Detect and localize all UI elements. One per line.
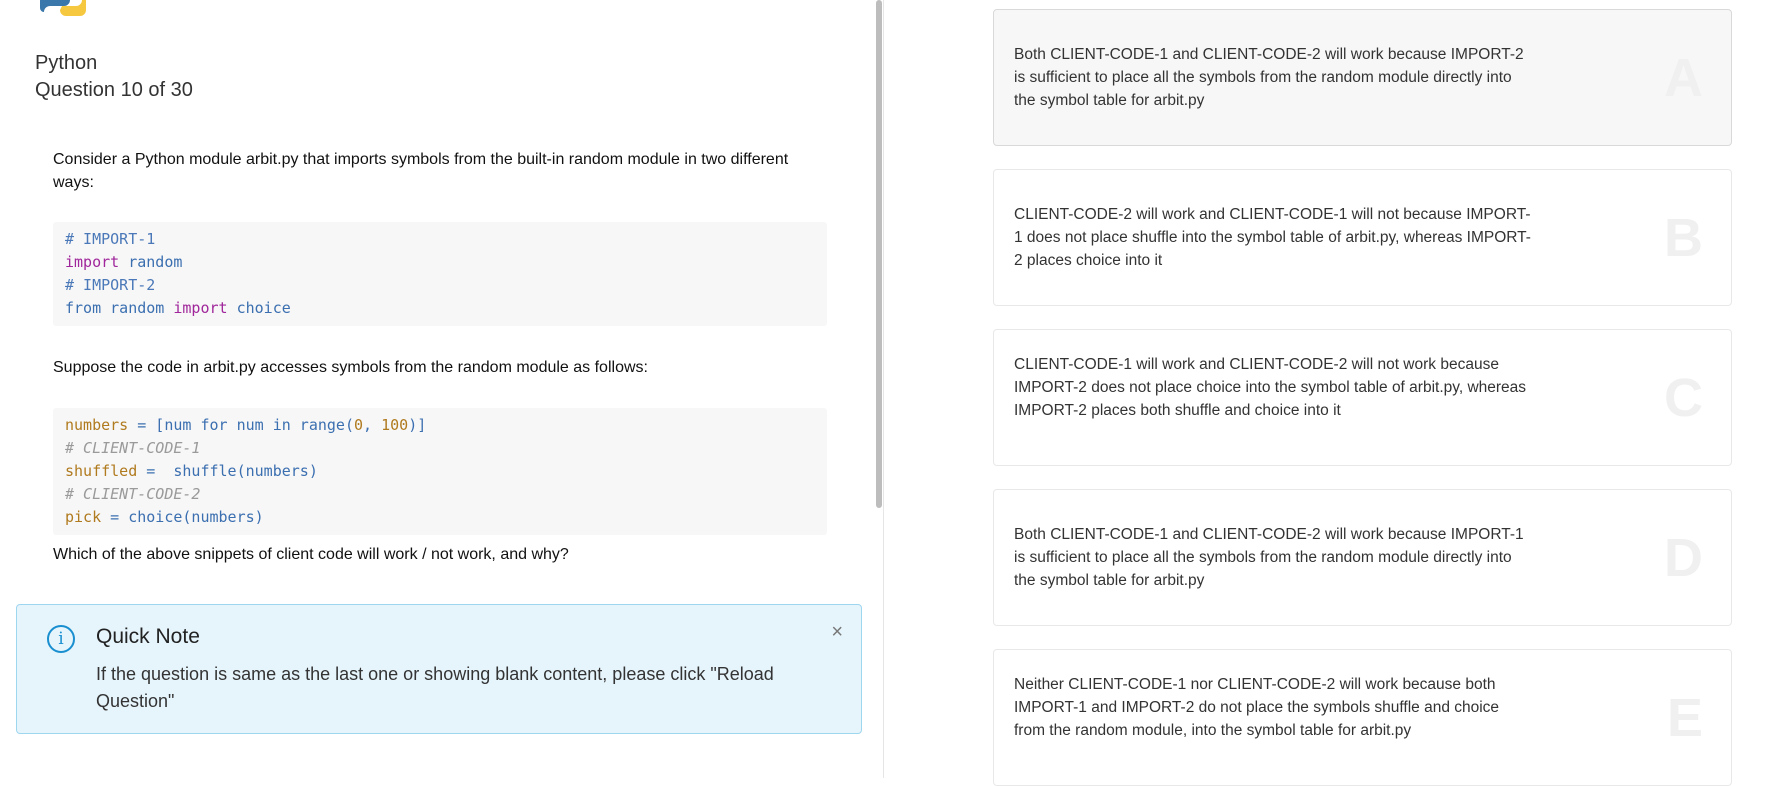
option-text: CLIENT-CODE-2 will work and CLIENT-CODE-1 will not because IMPORT-1 does not place shuffle into the symbol table of arbit.py, whereas IMPORT-2 places choice into it [1014, 206, 1531, 269]
code-block-imports [53, 222, 827, 326]
option-d[interactable] [993, 489, 1732, 626]
option-text: CLIENT-CODE-1 will work and CLIENT-CODE-2 will not work because IMPORT-2 does not place choice into the symbol table of arbit.py, whereas IMPORT-2 places both shuffle and choice into it [1014, 356, 1527, 419]
question-middle: Suppose the code in arbit.py accesses symbols from the random module as follows: [53, 359, 648, 376]
panel-divider [883, 0, 884, 778]
question-intro: Consider a Python module arbit.py that imports symbols from the built-in random module in two different ways: [53, 151, 789, 191]
code-number: 100 [381, 416, 409, 434]
code-variable: pick [65, 508, 102, 526]
subject-title: Python [35, 52, 98, 74]
option-letter: B [1664, 207, 1703, 268]
option-letter: C [1664, 367, 1703, 428]
note-title: Quick Note [96, 625, 200, 648]
code-text: , [363, 416, 382, 434]
option-letter: A [1664, 47, 1703, 108]
code-text: = shuffle(numbers) [137, 462, 318, 480]
python-logo-icon [40, 0, 86, 18]
code-keyword: import [173, 299, 228, 317]
option-text: Neither CLIENT-CODE-1 nor CLIENT-CODE-2 will work because both IMPORT-1 and IMPORT-2 do not place the symbols shuffle and choice from the random module, into the symbol table for arbit.py [1014, 676, 1500, 739]
option-a[interactable] [993, 9, 1732, 146]
quick-note-banner [16, 604, 862, 734]
code-variable: shuffled [65, 462, 138, 480]
code-text: random [119, 253, 183, 271]
question-panel [0, 0, 883, 778]
option-b[interactable] [993, 169, 1732, 306]
close-icon[interactable]: × [831, 621, 843, 643]
code-comment: # CLIENT-CODE-2 [65, 485, 201, 503]
info-icon: i [47, 625, 75, 653]
code-variable: numbers [65, 416, 129, 434]
code-text: )] [408, 416, 427, 434]
option-letter: D [1664, 527, 1703, 588]
code-line: # IMPORT-2 [65, 276, 156, 294]
code-comment: # CLIENT-CODE-1 [65, 439, 201, 457]
option-e[interactable] [993, 649, 1732, 786]
question-counter: Question 10 of 30 [35, 79, 193, 101]
code-line: # IMPORT-1 [65, 230, 156, 248]
note-text: If the question is same as the last one or showing blank content, please click "Reload Question" [96, 664, 774, 711]
code-text: = [num for num in range( [128, 416, 354, 434]
code-keyword: import [65, 253, 120, 271]
code-block-client [53, 408, 827, 535]
code-text: from random [65, 299, 174, 317]
option-text: Both CLIENT-CODE-1 and CLIENT-CODE-2 will work because IMPORT-1 is sufficient to place all the symbols from the random module directly into the symbol table for arbit.py [1014, 526, 1524, 589]
option-c[interactable] [993, 329, 1732, 466]
scrollbar-thumb[interactable] [876, 0, 882, 508]
code-text: choice [227, 299, 291, 317]
option-text: Both CLIENT-CODE-1 and CLIENT-CODE-2 will work because IMPORT-2 is sufficient to place all the symbols from the random module directly into the symbol table for arbit.py [1014, 46, 1524, 109]
code-number: 0 [354, 416, 364, 434]
question-prompt: Which of the above snippets of client code will work / not work, and why? [53, 546, 569, 563]
option-letter: E [1666, 687, 1703, 748]
code-text: = choice(numbers) [101, 508, 264, 526]
